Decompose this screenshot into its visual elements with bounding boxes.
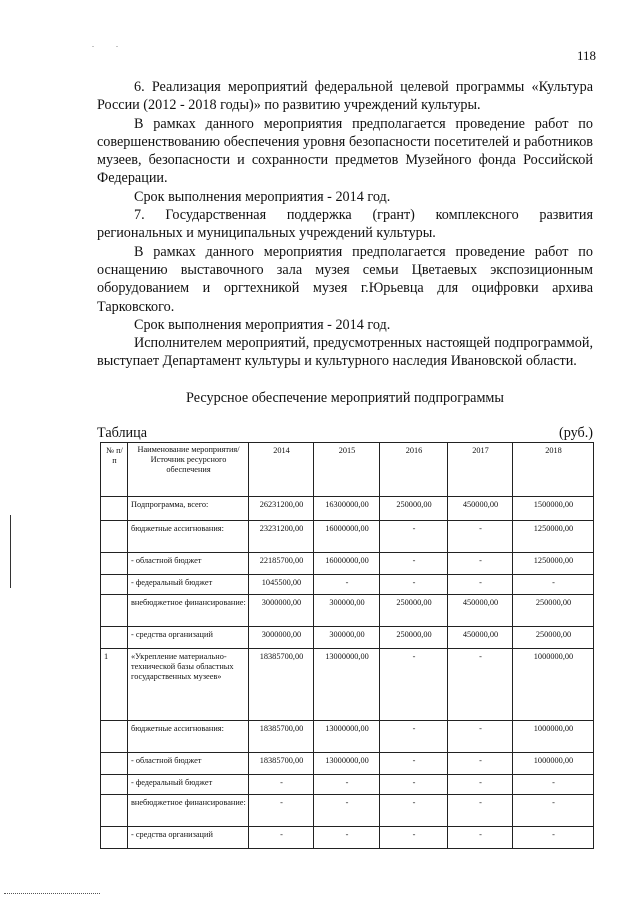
amount-cell: 1250000,00 — [513, 521, 594, 553]
amount-cell: 13000000,00 — [314, 649, 380, 721]
page-number: 118 — [577, 48, 597, 63]
amount-cell: 3000000,00 — [249, 595, 314, 627]
amount-cell: 18385700,00 — [249, 753, 314, 775]
amount-cell: - — [513, 575, 594, 595]
amount-cell: - — [380, 649, 448, 721]
margin-mark — [10, 515, 11, 588]
table-row — [101, 627, 594, 649]
amount-cell: 26231200,00 — [249, 497, 314, 521]
amount-cell: - — [380, 827, 448, 849]
item-name-cell: - областной бюджет — [128, 553, 249, 575]
amount-cell: 18385700,00 — [249, 649, 314, 721]
paragraph: 6. Реализация мероприятий федеральной целевой программы «Культура России (2012 - 2018 годы)» по развитию учреждений культуры. — [97, 79, 593, 114]
resource-table — [100, 442, 594, 849]
header-cell: № п/п — [101, 443, 128, 497]
header-cell: 2015 — [314, 443, 380, 497]
paragraph: Исполнителем мероприятий, предусмотренных настоящей подпрограммой, выступает Департамент культуры и культурного наследия Ивановской области. — [97, 335, 593, 370]
paragraph: В рамках данного мероприятия предполагается проведение работ по совершенствованию обеспечения уровня безопасности посетителей и работников музеев, безопасности и сохранности предметов Музейного фонда Российской Федерации. — [97, 115, 593, 187]
amount-cell: - — [448, 575, 513, 595]
amount-cell: 3000000,00 — [249, 627, 314, 649]
amount-cell: 450000,00 — [448, 627, 513, 649]
table-row — [101, 575, 594, 595]
item-name-cell: - федеральный бюджет — [128, 575, 249, 595]
amount-cell: - — [380, 721, 448, 753]
amount-cell: - — [314, 795, 380, 827]
amount-cell: - — [448, 775, 513, 795]
amount-cell: 250000,00 — [380, 497, 448, 521]
amount-cell: 450000,00 — [448, 595, 513, 627]
amount-cell: 13000000,00 — [314, 721, 380, 753]
amount-cell: 16000000,00 — [314, 553, 380, 575]
table-caption — [97, 425, 593, 442]
amount-cell: - — [448, 721, 513, 753]
row-number-cell — [101, 595, 128, 627]
table-row — [101, 753, 594, 775]
amount-cell: - — [448, 827, 513, 849]
amount-cell: 23231200,00 — [249, 521, 314, 553]
table-row — [101, 497, 594, 521]
item-name-cell: - средства организаций — [128, 627, 249, 649]
amount-cell: - — [249, 827, 314, 849]
item-name-cell: внебюджетное финансирование: — [128, 595, 249, 627]
amount-cell: - — [380, 553, 448, 575]
amount-cell: 250000,00 — [513, 595, 594, 627]
amount-cell: 1000000,00 — [513, 753, 594, 775]
bottom-marks — [4, 893, 100, 895]
row-number-cell — [101, 521, 128, 553]
table-row — [101, 775, 594, 795]
row-number-cell — [101, 553, 128, 575]
amount-cell: - — [448, 649, 513, 721]
amount-cell: - — [448, 553, 513, 575]
item-name-cell: бюджетные ассигнования: — [128, 721, 249, 753]
paragraph: Срок выполнения мероприятия - 2014 год. — [134, 316, 391, 333]
amount-cell: 250000,00 — [513, 627, 594, 649]
amount-cell: 1000000,00 — [513, 721, 594, 753]
amount-cell: 1500000,00 — [513, 497, 594, 521]
amount-cell: - — [314, 775, 380, 795]
row-number-cell — [101, 627, 128, 649]
row-number-cell — [101, 753, 128, 775]
amount-cell: 450000,00 — [448, 497, 513, 521]
table-row — [101, 521, 594, 553]
amount-cell: 1250000,00 — [513, 553, 594, 575]
amount-cell: - — [513, 827, 594, 849]
paragraph: Срок выполнения мероприятия - 2014 год. — [134, 188, 391, 205]
amount-cell: 1045500,00 — [249, 575, 314, 595]
item-name-cell: бюджетные ассигнования: — [128, 521, 249, 553]
amount-cell: - — [448, 521, 513, 553]
amount-cell: 300000,00 — [314, 595, 380, 627]
amount-cell: - — [380, 521, 448, 553]
table-row — [101, 827, 594, 849]
currency-unit: (руб.) — [558, 425, 593, 441]
row-number-cell — [101, 721, 128, 753]
amount-cell: - — [380, 795, 448, 827]
amount-cell: - — [448, 753, 513, 775]
row-number-cell — [101, 795, 128, 827]
row-number-cell — [101, 575, 128, 595]
header-cell: 2016 — [380, 443, 448, 497]
amount-cell: - — [314, 827, 380, 849]
paragraph: В рамках данного мероприятия предполагается проведение работ по оснащению выставочного зала музея семьи Цветаевых экспозиционным оборудованием и оргтехникой музея г.Юрьевца для оцифровки архива Тарковского. — [97, 243, 593, 315]
table-label: Таблица — [97, 425, 148, 441]
row-number-cell — [101, 775, 128, 795]
item-name-cell: - средства организаций — [128, 827, 249, 849]
header-cell: 2018 — [513, 443, 594, 497]
amount-cell: 250000,00 — [380, 627, 448, 649]
corner-marks: . . — [92, 40, 128, 49]
amount-cell: 1000000,00 — [513, 649, 594, 721]
row-number-cell — [101, 497, 128, 521]
amount-cell: - — [513, 795, 594, 827]
header-cell: Наименование мероприятия/ Источник ресурсного обеспечения — [128, 443, 249, 497]
item-name-cell: внебюджетное финансирование: — [128, 795, 249, 827]
amount-cell: - — [448, 795, 513, 827]
amount-cell: - — [380, 753, 448, 775]
amount-cell: 300000,00 — [314, 627, 380, 649]
amount-cell: - — [249, 795, 314, 827]
table-row — [101, 649, 594, 721]
amount-cell: 16300000,00 — [314, 497, 380, 521]
item-name-cell: - федеральный бюджет — [128, 775, 249, 795]
amount-cell: - — [249, 775, 314, 795]
amount-cell: 250000,00 — [380, 595, 448, 627]
amount-cell: 16000000,00 — [314, 521, 380, 553]
body-text — [97, 78, 593, 371]
amount-cell: 22185700,00 — [249, 553, 314, 575]
table-row — [101, 595, 594, 627]
amount-cell: - — [513, 775, 594, 795]
amount-cell: 18385700,00 — [249, 721, 314, 753]
header-cell: 2014 — [249, 443, 314, 497]
row-number-cell — [101, 827, 128, 849]
amount-cell: 13000000,00 — [314, 753, 380, 775]
amount-cell: - — [380, 575, 448, 595]
amount-cell: - — [380, 775, 448, 795]
resource-heading: Ресурсное обеспечение мероприятий подпрограммы — [186, 390, 504, 406]
amount-cell: - — [314, 575, 380, 595]
table-row — [101, 553, 594, 575]
item-name-cell: - областной бюджет — [128, 753, 249, 775]
header-cell: 2017 — [448, 443, 513, 497]
paragraph: 7. Государственная поддержка (грант) комплексного развития региональных и муниципальных учреждений культуры. — [97, 207, 593, 242]
table-row — [101, 795, 594, 827]
row-number-cell: 1 — [101, 649, 128, 721]
item-name-cell: «Укрепление материально-технической базы областных государственных музеев» — [128, 649, 249, 721]
table-header-row — [101, 443, 594, 497]
item-name-cell: Подпрограмма, всего: — [128, 497, 249, 521]
table-row — [101, 721, 594, 753]
